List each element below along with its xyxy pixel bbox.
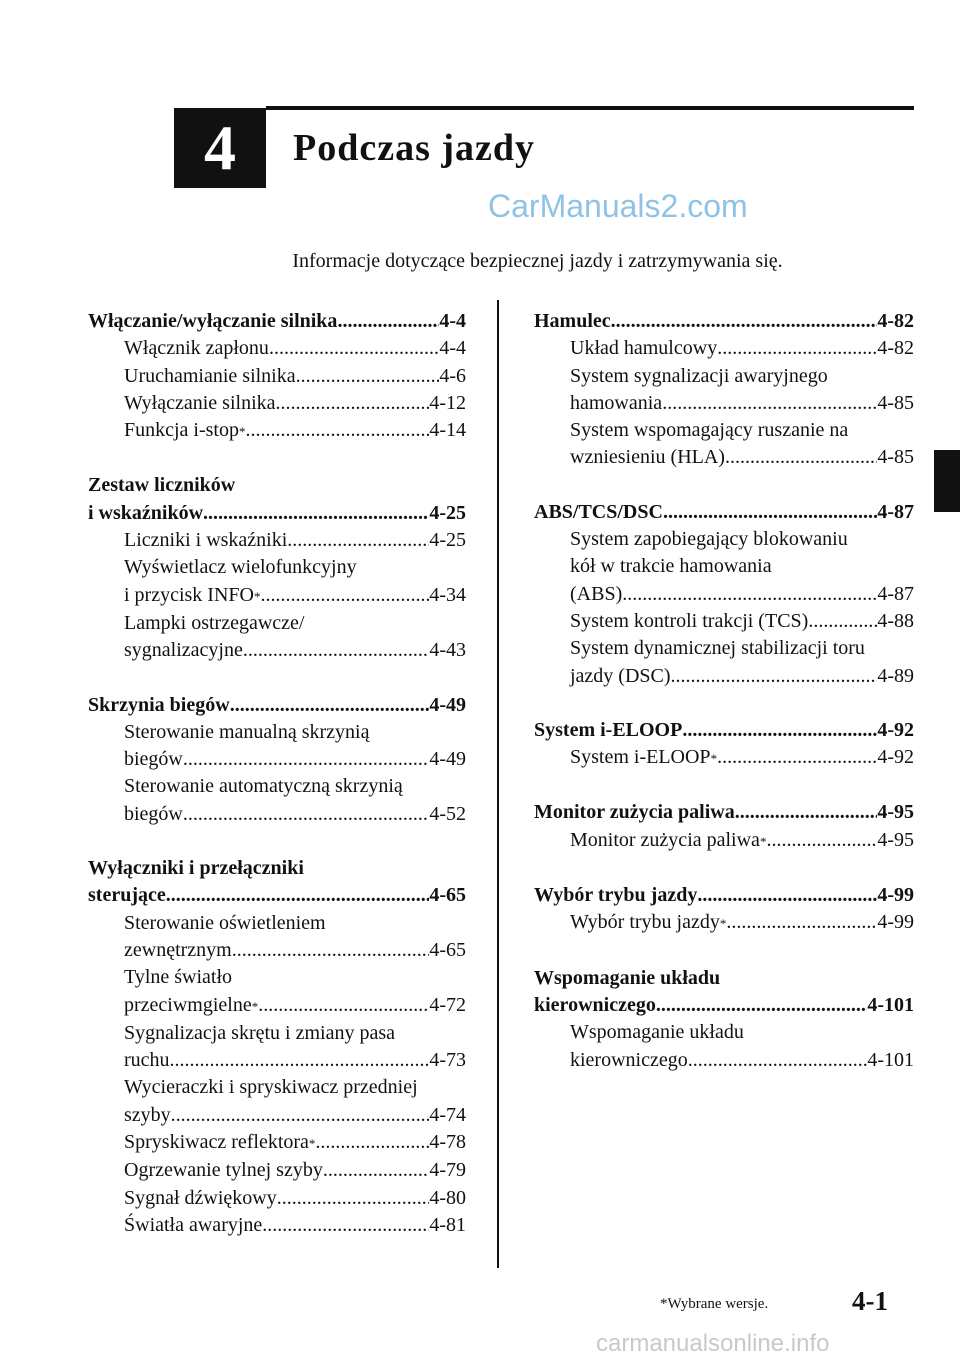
toc-entry-label: i przycisk INFO bbox=[124, 583, 254, 606]
toc-entry[interactable] bbox=[88, 637, 466, 664]
asterisk-marker: * bbox=[308, 1136, 316, 1152]
toc-entry-label: sygnalizacyjne bbox=[124, 639, 243, 662]
section-title[interactable] bbox=[88, 882, 466, 909]
toc-entry[interactable] bbox=[88, 390, 466, 417]
dot-leader bbox=[277, 1185, 430, 1212]
toc-entry[interactable] bbox=[88, 1047, 466, 1074]
section-title-label: Skrzynia biegów bbox=[88, 693, 230, 716]
toc-entry-label: Światła awaryjne bbox=[124, 1213, 263, 1236]
footnote: *Wybrane wersje. bbox=[660, 1296, 769, 1312]
asterisk-marker: * bbox=[710, 751, 718, 767]
dot-leader bbox=[183, 801, 429, 828]
section-title-page: 4-92 bbox=[877, 718, 914, 741]
toc-entry-page: 4-101 bbox=[867, 1048, 914, 1071]
dot-leader bbox=[230, 692, 430, 719]
toc-entry[interactable] bbox=[534, 444, 914, 471]
toc-entry-line: Tylne światło bbox=[124, 966, 233, 989]
toc-entry-page: 4-52 bbox=[429, 802, 466, 825]
toc-entry[interactable] bbox=[88, 363, 466, 390]
section-title-page: 4-87 bbox=[877, 500, 914, 523]
toc-entry[interactable] bbox=[534, 581, 914, 608]
toc-entry-page: 4-80 bbox=[429, 1186, 466, 1209]
toc-entry[interactable] bbox=[534, 390, 914, 417]
section-title[interactable] bbox=[534, 992, 914, 1019]
dot-leader bbox=[166, 882, 430, 909]
toc-entry-label: Uruchamianie silnika bbox=[124, 364, 296, 387]
dot-leader bbox=[717, 335, 877, 362]
section-title-page: 4-4 bbox=[439, 310, 466, 332]
dot-leader bbox=[203, 500, 429, 527]
dot-leader bbox=[726, 909, 877, 936]
section-title[interactable] bbox=[88, 308, 466, 335]
dot-leader bbox=[243, 637, 429, 664]
dot-leader bbox=[269, 335, 439, 362]
toc-section bbox=[88, 472, 466, 664]
section-title-label: Wybór trybu jazdy bbox=[534, 884, 698, 907]
toc-entry-page: 4-34 bbox=[429, 583, 466, 606]
watermark-bottom: carmanualsonline.info bbox=[596, 1330, 830, 1357]
toc-entry-line: kół w trakcie hamowania bbox=[570, 555, 772, 578]
section-title-page: 4-65 bbox=[429, 884, 466, 907]
toc-entry[interactable] bbox=[88, 1185, 466, 1212]
watermark-top: CarManuals2.com bbox=[488, 188, 748, 224]
section-title-label: i wskaźników bbox=[88, 501, 204, 524]
dot-leader bbox=[682, 717, 877, 744]
dot-leader bbox=[688, 1047, 868, 1074]
toc-entry-page: 4-79 bbox=[429, 1159, 466, 1182]
dot-leader bbox=[808, 608, 877, 635]
asterisk-marker: * bbox=[253, 588, 261, 604]
section-title-label: Hamulec bbox=[534, 310, 611, 332]
toc-entry-line: System wspomagający ruszanie na bbox=[570, 419, 849, 442]
toc-entry-label: Liczniki i wskaźniki bbox=[124, 529, 288, 552]
toc-entry-page: 4-4 bbox=[439, 337, 466, 360]
toc-entry-label: zewnętrznym bbox=[124, 938, 232, 961]
dot-leader bbox=[262, 1212, 429, 1239]
toc-entry-label: Włącznik zapłonu bbox=[124, 337, 269, 360]
toc-entry-label: Ogrzewanie tylnej szyby bbox=[124, 1159, 323, 1182]
toc-entry[interactable] bbox=[534, 663, 914, 690]
toc-entry-page: 4-81 bbox=[429, 1213, 466, 1236]
chapter-number-box bbox=[174, 108, 266, 188]
toc-entry-page: 4-25 bbox=[429, 529, 466, 552]
dot-leader bbox=[315, 1129, 429, 1156]
toc-entry-page: 4-6 bbox=[439, 364, 466, 387]
dot-leader bbox=[258, 992, 429, 1019]
dot-leader bbox=[717, 744, 877, 771]
toc-entry[interactable] bbox=[88, 335, 466, 362]
chapter-number: 4 bbox=[204, 112, 236, 183]
toc-entry-label: hamowania bbox=[570, 391, 663, 414]
dot-leader bbox=[287, 527, 429, 554]
dot-leader bbox=[246, 417, 430, 444]
dot-leader bbox=[671, 663, 878, 690]
section-title-label: Monitor zużycia paliwa bbox=[534, 801, 735, 824]
asterisk-marker: * bbox=[251, 998, 259, 1014]
toc-entry-label: ruchu bbox=[124, 1049, 170, 1072]
toc-entry-page: 4-87 bbox=[877, 582, 914, 605]
dot-leader bbox=[663, 499, 877, 526]
column-divider bbox=[497, 300, 499, 1268]
dot-leader bbox=[296, 363, 440, 390]
asterisk-marker: * bbox=[239, 424, 246, 440]
toc-entry-page: 4-92 bbox=[877, 746, 914, 769]
toc-entry-page: 4-85 bbox=[877, 446, 914, 469]
section-title-label: kierowniczego bbox=[534, 993, 656, 1016]
section-title-line: Zestaw liczników bbox=[88, 474, 236, 497]
section-title[interactable] bbox=[534, 717, 914, 744]
toc-entry-page: 4-14 bbox=[429, 419, 466, 442]
toc-entry-page: 4-95 bbox=[877, 828, 914, 851]
toc-entry-page: 4-65 bbox=[429, 938, 466, 961]
toc-entry-line: Wycieraczki i spryskiwacz przedniej bbox=[124, 1076, 418, 1099]
toc-section bbox=[88, 855, 466, 1239]
toc-entry-line: System sygnalizacji awaryjnego bbox=[570, 364, 828, 387]
toc-entry[interactable] bbox=[534, 909, 914, 937]
dot-leader bbox=[766, 827, 877, 854]
toc-entry-label: kierowniczego bbox=[570, 1048, 688, 1071]
toc-section bbox=[88, 692, 466, 828]
toc-entry-label: (ABS) bbox=[570, 582, 623, 605]
toc-entry-line: Wspomaganie układu bbox=[570, 1021, 744, 1044]
toc-section bbox=[534, 965, 914, 1074]
toc-entry-page: 4-82 bbox=[877, 337, 914, 360]
toc-entry-label: jazdy (DSC) bbox=[570, 664, 671, 687]
toc-entry[interactable] bbox=[88, 582, 466, 610]
section-title-label: ABS/TCS/DSC bbox=[534, 500, 663, 523]
section-title[interactable] bbox=[534, 308, 914, 335]
toc-entry-page: 4-78 bbox=[429, 1131, 466, 1154]
toc-entry[interactable] bbox=[88, 1129, 466, 1157]
toc-entry-label: Układ hamulcowy bbox=[570, 337, 718, 360]
toc-entry-label: System i-ELOOP bbox=[570, 746, 711, 769]
toc-entry[interactable] bbox=[88, 1157, 466, 1184]
dot-leader bbox=[611, 308, 878, 335]
toc-entry[interactable] bbox=[88, 992, 466, 1020]
section-title[interactable] bbox=[534, 882, 914, 909]
toc-right-column bbox=[534, 308, 914, 1101]
dot-leader bbox=[622, 581, 877, 608]
dot-leader bbox=[260, 582, 429, 609]
toc-entry[interactable] bbox=[534, 608, 914, 635]
toc-entry-line: Sterowanie manualną skrzynią bbox=[124, 720, 370, 743]
toc-entry-page: 4-73 bbox=[429, 1049, 466, 1072]
section-title-line: Wspomaganie układu bbox=[534, 966, 721, 989]
page-number: 4-1 bbox=[852, 1286, 888, 1316]
toc-entry-label: szyby bbox=[124, 1103, 171, 1126]
toc-entry-page: 4-89 bbox=[877, 664, 914, 687]
toc-section bbox=[534, 717, 914, 773]
toc-entry-label: Funkcja i-stop bbox=[124, 419, 239, 442]
toc-entry[interactable] bbox=[88, 801, 466, 828]
toc-entry[interactable] bbox=[88, 417, 466, 445]
toc-entry-label: Wyłączanie silnika bbox=[124, 391, 276, 414]
dot-leader bbox=[725, 444, 877, 471]
section-title[interactable] bbox=[534, 499, 914, 526]
section-title[interactable] bbox=[88, 500, 466, 527]
dot-leader bbox=[697, 882, 877, 909]
toc-entry-label: biegów bbox=[124, 802, 183, 825]
toc-entry-line: System zapobiegający blokowaniu bbox=[570, 528, 848, 551]
toc-entry-page: 4-12 bbox=[429, 391, 466, 414]
toc-entry-label: Sygnał dźwiękowy bbox=[124, 1186, 277, 1209]
dot-leader bbox=[662, 390, 877, 417]
dot-leader bbox=[171, 1102, 430, 1129]
section-title-label: System i-ELOOP bbox=[534, 718, 683, 741]
section-title-label: sterujące bbox=[88, 884, 166, 907]
toc-entry-page: 4-88 bbox=[877, 609, 914, 632]
toc-entry-page: 4-49 bbox=[429, 748, 466, 771]
toc-entry-page: 4-43 bbox=[429, 639, 466, 662]
toc-entry-line: Sterowanie automatyczną skrzynią bbox=[124, 775, 403, 798]
toc-entry[interactable] bbox=[88, 746, 466, 773]
toc-entry-line: Sterowanie oświetleniem bbox=[124, 911, 326, 934]
toc-entry-page: 4-99 bbox=[877, 911, 914, 934]
dot-leader bbox=[656, 992, 868, 1019]
toc-entry[interactable] bbox=[88, 937, 466, 964]
section-title-label: Włączanie/wyłączanie silnika bbox=[88, 310, 338, 332]
section-title-page: 4-101 bbox=[867, 993, 914, 1016]
section-title-page: 4-95 bbox=[877, 801, 914, 824]
section-title[interactable] bbox=[534, 799, 914, 826]
toc-entry-label: Spryskiwacz reflektora bbox=[124, 1131, 309, 1154]
toc-entry-label: przeciwmgielne bbox=[124, 993, 252, 1016]
toc-entry-label: biegów bbox=[124, 748, 183, 771]
toc-section bbox=[534, 799, 914, 855]
asterisk-marker: * bbox=[759, 833, 767, 849]
section-title-page: 4-99 bbox=[877, 884, 914, 907]
toc-entry-page: 4-85 bbox=[877, 391, 914, 414]
chapter-intro: Informacje dotyczące bezpiecznej jazdy i zatrzymywania się. bbox=[292, 250, 783, 272]
chapter-side-tab bbox=[934, 450, 960, 512]
dot-leader bbox=[183, 746, 429, 773]
toc-section bbox=[534, 882, 914, 938]
section-title-line: Wyłączniki i przełączniki bbox=[88, 857, 304, 880]
section-title-page: 4-25 bbox=[429, 501, 466, 524]
dot-leader bbox=[337, 308, 439, 335]
section-title[interactable] bbox=[88, 692, 466, 719]
toc-entry[interactable] bbox=[88, 527, 466, 554]
toc-section bbox=[534, 308, 914, 472]
toc-entry-line: Lampki ostrzegawcze/ bbox=[124, 611, 305, 634]
toc-entry-line: Wyświetlacz wielofunkcyjny bbox=[124, 556, 357, 579]
toc-entry[interactable] bbox=[534, 827, 914, 855]
toc-entry[interactable] bbox=[88, 1102, 466, 1129]
asterisk-marker: * bbox=[719, 916, 727, 932]
toc-entry-label: System kontroli trakcji (TCS) bbox=[570, 609, 809, 632]
toc-entry-page: 4-74 bbox=[429, 1103, 466, 1126]
header-rule bbox=[266, 106, 914, 110]
toc-entry-label: Monitor zużycia paliwa bbox=[570, 828, 760, 851]
toc-section bbox=[534, 499, 914, 690]
toc-entry[interactable] bbox=[534, 335, 914, 362]
toc-section bbox=[88, 308, 466, 445]
chapter-title: Podczas jazdy bbox=[293, 127, 536, 169]
dot-leader bbox=[735, 799, 878, 826]
toc-entry-line: Sygnalizacja skrętu i zmiany pasa bbox=[124, 1021, 396, 1044]
toc-entry-label: wzniesieniu (HLA) bbox=[570, 446, 725, 469]
section-title-page: 4-82 bbox=[877, 310, 914, 332]
toc-entry[interactable] bbox=[534, 1047, 914, 1074]
toc-left-column bbox=[88, 308, 466, 1266]
dot-leader bbox=[276, 390, 430, 417]
toc-entry-line: System dynamicznej stabilizacji toru bbox=[570, 637, 865, 660]
dot-leader bbox=[170, 1047, 430, 1074]
toc-entry[interactable] bbox=[88, 1212, 466, 1239]
toc-entry[interactable] bbox=[534, 744, 914, 772]
toc-entry-page: 4-72 bbox=[429, 993, 466, 1016]
dot-leader bbox=[232, 937, 430, 964]
toc-entry-label: Wybór trybu jazdy bbox=[570, 911, 720, 934]
section-title-page: 4-49 bbox=[429, 693, 466, 716]
dot-leader bbox=[323, 1157, 430, 1184]
